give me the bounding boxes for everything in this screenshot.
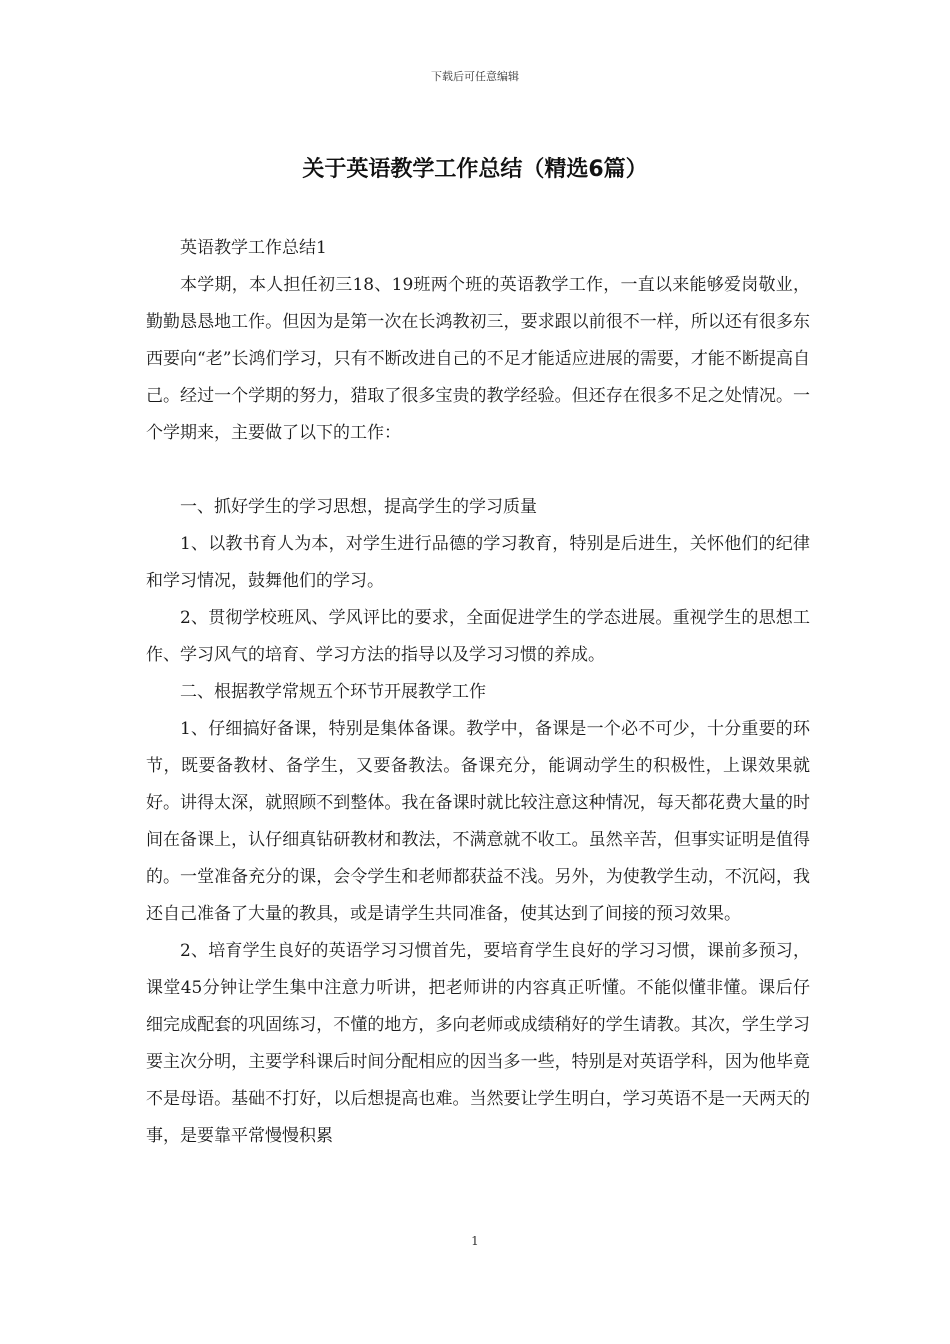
body-paragraph: 本学期，本人担任初三18、19班两个班的英语教学工作，一直以来能够爱岗敬业，勤勤恳恳地工作。但因为是第一次在长鸿教初三，要求跟以前很不一样，所以还有很多东西要向“老”长鸿们学习，只有不断改进自己的不足才能适应进展的需要，才能不断提高自己。经过一个学期的努力，猎取了很多宝贵的教学经验。但还存在很多不足之处情况。一个学期来，主要做了以下的工作： [146, 275, 810, 443]
body-paragraph: 1、以教书育人为本，对学生进行品德的学习教育，特别是后进生，关怀他们的纪律和学习情况，鼓舞他们的学习。 [146, 534, 810, 591]
document-body [146, 230, 810, 1155]
body-paragraph: 1、仔细搞好备课，特别是集体备课。教学中，备课是一个必不可少，十分重要的环节，既要备教材、备学生，又要备教法。备课充分，能调动学生的积极性，上课效果就好。讲得太深，就照顾不到整体。我在备课时就比较注意这种情况，每天都花费大量的时间在备课上，认仔细真钻研教材和教法，不满意就不收工。虽然辛苦，但事实证明是值得的。一堂准备充分的课，会令学生和老师都获益不浅。另外，为使教学生动，不沉闷，我还自己准备了大量的教具，或是请学生共同准备，使其达到了间接的预习效果。 [146, 719, 810, 924]
body-paragraph: 2、贯彻学校班风、学风评比的要求，全面促进学生的学态进展。重视学生的思想工作、学习风气的培育、学习方法的指导以及学习习惯的养成。 [146, 608, 810, 665]
body-paragraph: 2、培育学生良好的英语学习习惯首先，要培育学生良好的学习习惯，课前多预习，课堂45分钟让学生集中注意力听讲，把老师讲的内容真正听懂。不能似懂非懂。课后仔细完成配套的巩固练习，不懂的地方，多向老师或成绩稍好的学生请教。其次，学生学习要主次分明，主要学科课后时间分配相应的因当多一些，特别是对英语学科，因为他毕竟不是母语。基础不打好，以后想提高也难。当然要让学生明白，学习英语不是一天两天的事，是要靠平常慢慢积累 [146, 941, 810, 1146]
page-number: 1 [471, 1234, 479, 1248]
document-title: 关于英语教学工作总结（精选6篇） [302, 157, 648, 182]
section-heading: 二、根据教学常规五个环节开展教学工作 [180, 682, 486, 702]
section-heading: 一、抓好学生的学习思想，提高学生的学习质量 [180, 497, 537, 517]
section-heading: 英语教学工作总结1 [180, 238, 327, 258]
page-header-note: 下载后可任意编辑 [431, 70, 519, 83]
